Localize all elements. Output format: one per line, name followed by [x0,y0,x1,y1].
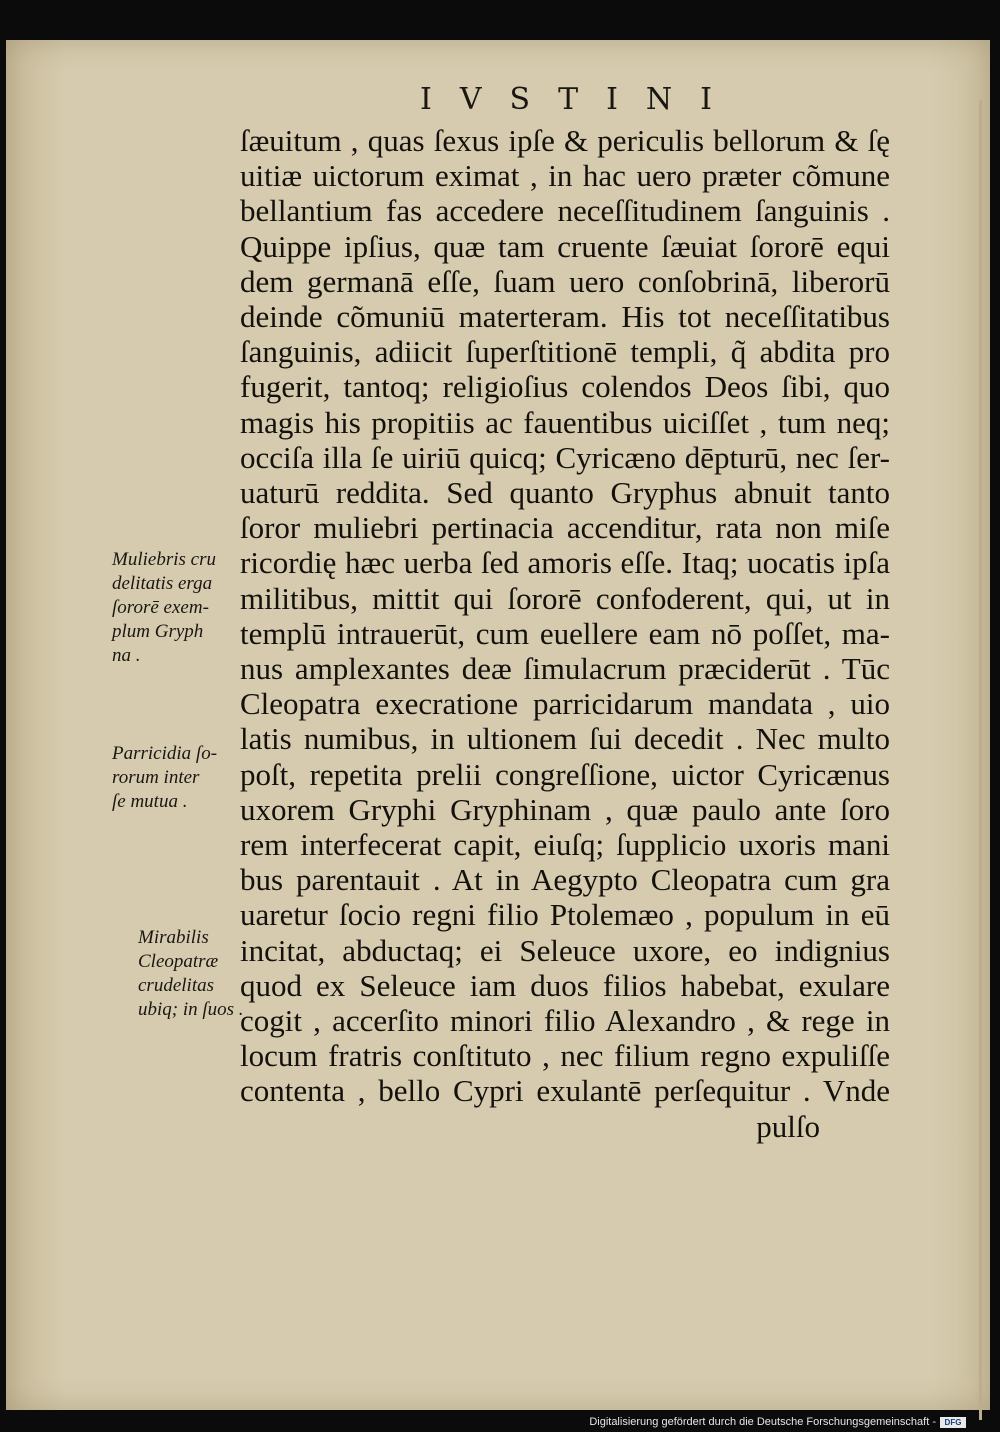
text-line: fugerit, tantoq; religioſius colendos Deos ſibi, quo [240,369,890,405]
text-line: quod ex Seleuce iam duos filios habebat, exulare [240,967,890,1003]
text-line: locum fratris conſtituto , nec filium regno expuliſſe [240,1038,890,1074]
marginal-note-line: ubiq; in ſuos . [138,999,244,1020]
text-line: magis his propitiis ac fauentibus uiciſſet , tum neq; [240,404,890,440]
text-line: bellantium fas accedere neceſſitudinem ſanguinis . [240,193,890,229]
text-line: nus amplexantes deæ ſimulacrum præciderūt . Tūc [240,651,890,687]
text-line: uitiæ uictorum eximat , in hac uero præter cõmune [240,158,890,194]
text-line: deinde cõmuniū materteram. His tot neceſſitatibus [240,299,890,335]
marginal-note-line: crudelitas [138,975,214,996]
marginal-note-line: rorum inter [112,767,200,788]
text-line: Quippe ipſius, quæ tam cruente ſæuiat ſororē equi [240,228,890,264]
dfg-logo: DFG [940,1417,966,1428]
text-line: incitat, abductaq; ei Seleuce uxore, eo indignius [240,932,890,968]
marginal-note-line: Muliebris cru [112,549,216,570]
text-line: rem interfecerat capit, eiuſq; ſupplicio uxoris mani [240,827,890,863]
marginal-note-line: plum Gryph [112,621,204,642]
text-line: poſt, repetita prelii congreſſione, uictor Cyricænus [240,756,890,792]
marginal-note-line: ſororē exem- [112,597,209,618]
marginal-note-line: Mirabilis [138,927,209,948]
text-line: militibus, mittit qui ſororē confoderent, qui, ut in [240,580,890,616]
text-line: occiſa illa ſe uiriū quicq; Cyricæno dēpturū, nec ſer- [240,439,890,475]
text-line: latis numibus, in ultionem ſui decedit . Nec multo [240,721,890,757]
text-line: bus parentauit . At in Aegypto Cleopatra cum gra [240,862,890,898]
text-line: templū intrauerūt, cum euellere eam nō poſſet, ma- [240,615,890,651]
marginal-note-line: Parricidia ſo- [112,743,218,764]
text-line: dem germanā eſſe, ſuam uero conſobrinā, liberorū [240,263,890,299]
marginal-note-parricide [112,742,237,814]
footer-credit [589,1416,966,1428]
body-text [240,123,890,1144]
text-line: uaretur ſocio regni filio Ptolemæo , populum in eū [240,897,890,933]
marginal-note-line: delitatis erga [112,573,213,594]
text-line: Cleopatra execratione parricidarum mandata , uio [240,686,890,722]
text-line: ſanguinis, adiicit ſuperſtitionē templi, q̃ abdita pro [240,334,890,370]
text-line: ſoror muliebri pertinacia accenditur, rata non miſe [240,510,890,546]
running-head: IVSTINI [420,82,741,117]
text-line: ricordię hæc uerba ſed amoris eſſe. Itaq; uocatis ipſa [240,545,890,581]
text-line: contenta , bello Cypri exulantē perſequitur . Vnde [240,1073,890,1109]
marginal-note-line: na . [112,645,141,666]
page-edge [979,100,982,1420]
text-line: uxorem Gryphi Gryphinam , quæ paulo ante ſoro [240,791,890,827]
marginal-note-cruelty [112,548,237,668]
text-line: uaturū reddita. Sed quanto Gryphus abnuit tanto [240,475,890,511]
text-line: cogit , accerſito minori filio Alexandro , & rege in [240,1003,890,1039]
marginal-note-line: Cleopatræ [138,951,219,972]
marginal-note-cleopatra [138,926,263,1022]
footer-text: Digitalisierung gefördert durch die Deutsche Forschungsgemeinschaft - [589,1416,936,1428]
marginal-note-line: ſe mutua . [112,791,188,812]
text-line: ſæuitum , quas ſexus ipſe & periculis bellorum & ſę [240,123,890,158]
text-line: pulſo [756,1108,820,1144]
